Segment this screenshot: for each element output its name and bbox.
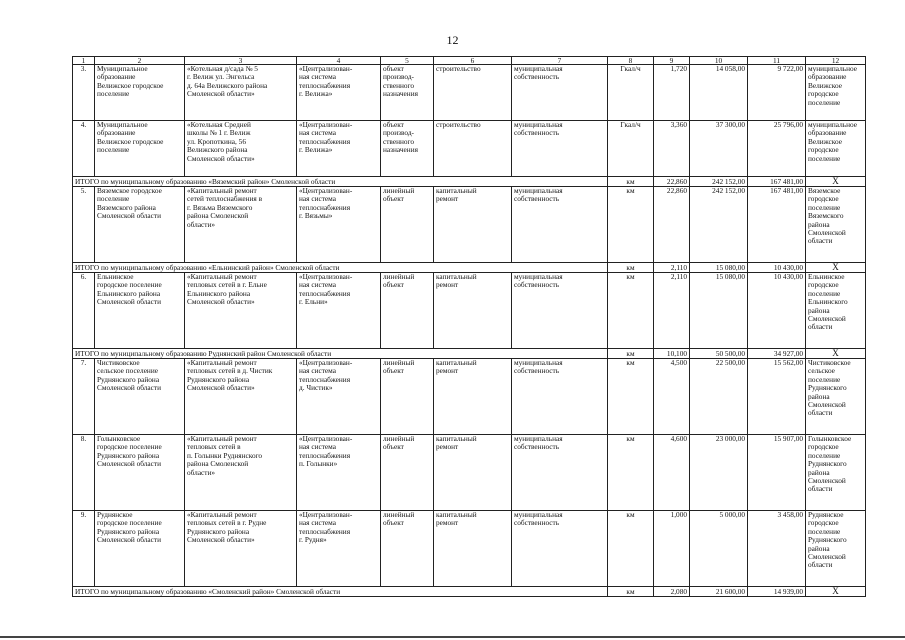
ownership-cell: муниципальная собственность [512, 359, 608, 435]
quantity-cell: 22,860 [654, 187, 690, 263]
recipient-cell: Руднянское городское поселение Руднянского района Смоленской области [806, 511, 866, 587]
total-cost-cell: 37 300,00 [690, 121, 748, 177]
column-number-cell: 8 [608, 57, 654, 65]
quantity-cell: 4,500 [654, 359, 690, 435]
investment-program-table [72, 56, 866, 597]
row-number-cell: 8. [73, 435, 95, 511]
budget-cost-cell: 3 458,00 [748, 511, 806, 587]
column-number-cell: 4 [297, 57, 381, 65]
quantity-cell: 4,600 [654, 435, 690, 511]
row-number-cell: 7. [73, 359, 95, 435]
municipality-cell: Муниципальное образование Велижское городское поселение [95, 121, 185, 177]
quantity-cell: 3,360 [654, 121, 690, 177]
total-cost-cell: 15 080,00 [690, 263, 748, 273]
row-number-cell: 5. [73, 187, 95, 263]
total-row [73, 263, 866, 273]
ownership-cell: муниципальная собственность [512, 435, 608, 511]
work-type-cell: капитальный ремонт [434, 435, 512, 511]
row-number-cell: 6. [73, 273, 95, 349]
unit-cell: Гкал/ч [608, 121, 654, 177]
recipient-cell: Голынковское городское поселение Руднянского района Смоленской области [806, 435, 866, 511]
total-cost-cell: 15 080,00 [690, 273, 748, 349]
column-number-cell: 3 [185, 57, 297, 65]
ownership-cell: муниципальная собственность [512, 121, 608, 177]
object-name-cell: «Капитальный ремонт тепловых сетей в г. Рудне Руднянского района Смоленской области» [185, 511, 297, 587]
column-number-cell: 9 [654, 57, 690, 65]
quantity-cell: 10,100 [654, 349, 690, 359]
budget-cost-cell: 15 562,00 [748, 359, 806, 435]
total-label: ИТОГО по муниципальному образованию «Вяземский район» Смоленской области [73, 177, 608, 187]
total-cost-cell: 5 000,00 [690, 511, 748, 587]
ownership-cell: муниципальная собственность [512, 511, 608, 587]
ownership-cell: муниципальная собственность [512, 65, 608, 121]
total-cost-cell: 242 152,00 [690, 177, 748, 187]
total-row [73, 177, 866, 187]
work-type-cell: капитальный ремонт [434, 511, 512, 587]
municipality-cell: Голынковское городское поселение Руднянского района Смоленской области [95, 435, 185, 511]
municipality-cell: Вяземское городское поселение Вяземского района Смоленской области [95, 187, 185, 263]
total-cost-cell: 22 500,00 [690, 359, 748, 435]
unit-cell: км [608, 273, 654, 349]
x-mark-cell: Х [806, 349, 866, 359]
table-row [73, 273, 866, 349]
quantity-cell: 22,860 [654, 177, 690, 187]
budget-cost-cell: 10 430,00 [748, 263, 806, 273]
total-cost-cell: 14 058,00 [690, 65, 748, 121]
heat-system-cell: «Централизован- ная система теплоснабжения г. Велижа» [297, 65, 381, 121]
column-number-cell: 12 [806, 57, 866, 65]
scan-edge-line [0, 636, 905, 638]
work-type-cell: строительство [434, 65, 512, 121]
total-row [73, 349, 866, 359]
work-type-cell: капитальный ремонт [434, 273, 512, 349]
budget-cost-cell: 25 796,00 [748, 121, 806, 177]
unit-cell: км [608, 511, 654, 587]
page-number: 12 [446, 33, 459, 47]
total-cost-cell: 23 000,00 [690, 435, 748, 511]
budget-cost-cell: 9 722,00 [748, 65, 806, 121]
column-number-cell: 7 [512, 57, 608, 65]
recipient-cell: Ельнинское городское поселение Ельнинского района Смоленской области [806, 273, 866, 349]
municipality-cell: Муниципальное образование Велижское городское поселение [95, 65, 185, 121]
table-row [73, 121, 866, 177]
quantity-cell: 1,720 [654, 65, 690, 121]
table-row [73, 65, 866, 121]
total-cost-cell: 242 152,00 [690, 187, 748, 263]
work-type-cell: капитальный ремонт [434, 359, 512, 435]
municipality-cell: Чистиковское сельское поселение Руднянского района Смоленской области [95, 359, 185, 435]
row-number-cell: 3. [73, 65, 95, 121]
municipality-cell: Руднянское городское поселение Руднянского района Смоленской области [95, 511, 185, 587]
budget-cost-cell: 10 430,00 [748, 273, 806, 349]
x-mark-cell: Х [806, 587, 866, 597]
total-label: ИТОГО по муниципальному образованию «Смоленский район» Смоленской области [73, 587, 608, 597]
heat-system-cell: «Централизован- ная система теплоснабжения п. Голынки» [297, 435, 381, 511]
object-name-cell: «Капитальный ремонт тепловых сетей в п. Голынки Руднянского района Смоленской области» [185, 435, 297, 511]
quantity-cell: 1,000 [654, 511, 690, 587]
unit-cell: км [608, 263, 654, 273]
column-number-cell: 2 [95, 57, 185, 65]
budget-cost-cell: 34 927,00 [748, 349, 806, 359]
column-number-cell: 1 [73, 57, 95, 65]
heat-system-cell: «Централизован- ная система теплоснабжения г. Велижа» [297, 121, 381, 177]
heat-system-cell: «Централизован- ная система теплоснабжения г. Вязьмы» [297, 187, 381, 263]
row-number-cell: 9. [73, 511, 95, 587]
total-label: ИТОГО по муниципальному образованию «Ельнинский район» Смоленской области [73, 263, 608, 273]
table-row [73, 435, 866, 511]
unit-cell: км [608, 187, 654, 263]
total-row [73, 587, 866, 597]
column-number-cell: 5 [381, 57, 434, 65]
unit-cell: км [608, 349, 654, 359]
total-label: ИТОГО по муниципальному образованию Руднянский район Смоленской области [73, 349, 608, 359]
table-row [73, 359, 866, 435]
heat-system-cell: «Централизован- ная система теплоснабжения г. Ельни» [297, 273, 381, 349]
heat-system-cell: «Централизован- ная система теплоснабжения г. Рудня» [297, 511, 381, 587]
x-mark-cell: Х [806, 177, 866, 187]
object-name-cell: «Капитальный ремонт тепловых сетей в д. Чистик Руднянского района Смоленской области» [185, 359, 297, 435]
object-type-cell: линейный объект [381, 187, 434, 263]
column-number-row [73, 57, 866, 65]
ownership-cell: муниципальная собственность [512, 187, 608, 263]
object-type-cell: линейный объект [381, 511, 434, 587]
object-type-cell: объект производ- ственного назначения [381, 121, 434, 177]
unit-cell: км [608, 177, 654, 187]
column-number-cell: 6 [434, 57, 512, 65]
x-mark-cell: Х [806, 263, 866, 273]
table-row [73, 187, 866, 263]
object-name-cell: «Котельная д/сада № 5 г. Велиж ул. Энгельса д. 64а Велижского района Смоленской области» [185, 65, 297, 121]
work-type-cell: капитальный ремонт [434, 187, 512, 263]
recipient-cell: муниципальное образование Велижское городское поселение [806, 65, 866, 121]
object-name-cell: «Капитальный ремонт сетей теплоснабжения в г. Вязьма Вяземского района Смоленской области» [185, 187, 297, 263]
object-type-cell: объект производ- ственного назначения [381, 65, 434, 121]
table-row [73, 511, 866, 587]
quantity-cell: 2,080 [654, 587, 690, 597]
unit-cell: км [608, 435, 654, 511]
column-number-cell: 10 [690, 57, 748, 65]
object-type-cell: линейный объект [381, 273, 434, 349]
budget-cost-cell: 15 907,00 [748, 435, 806, 511]
row-number-cell: 4. [73, 121, 95, 177]
object-type-cell: линейный объект [381, 435, 434, 511]
recipient-cell: Вяземское городское поселение Вяземского района Смоленской области [806, 187, 866, 263]
total-cost-cell: 21 600,00 [690, 587, 748, 597]
recipient-cell: муниципальное образование Велижское городское поселение [806, 121, 866, 177]
object-name-cell: «Капитальный ремонт тепловых сетей в г. Ельне Ельнинского района Смоленской области» [185, 273, 297, 349]
quantity-cell: 2,110 [654, 273, 690, 349]
total-cost-cell: 50 500,00 [690, 349, 748, 359]
heat-system-cell: «Централизован- ная система теплоснабжения д. Чистик» [297, 359, 381, 435]
budget-cost-cell: 167 481,00 [748, 177, 806, 187]
municipality-cell: Ельнинское городское поселение Ельнинского района Смоленской области [95, 273, 185, 349]
recipient-cell: Чистиковское сельское поселение Руднянского района Смоленской области [806, 359, 866, 435]
budget-cost-cell: 167 481,00 [748, 187, 806, 263]
ownership-cell: муниципальная собственность [512, 273, 608, 349]
column-number-cell: 11 [748, 57, 806, 65]
object-name-cell: «Котельная Средней школы № 1 г. Велиж ул. Кропоткина, 56 Велижского района Смоленской области» [185, 121, 297, 177]
object-type-cell: линейный объект [381, 359, 434, 435]
work-type-cell: строительство [434, 121, 512, 177]
budget-cost-cell: 14 939,00 [748, 587, 806, 597]
unit-cell: Гкал/ч [608, 65, 654, 121]
unit-cell: км [608, 587, 654, 597]
quantity-cell: 2,110 [654, 263, 690, 273]
unit-cell: км [608, 359, 654, 435]
